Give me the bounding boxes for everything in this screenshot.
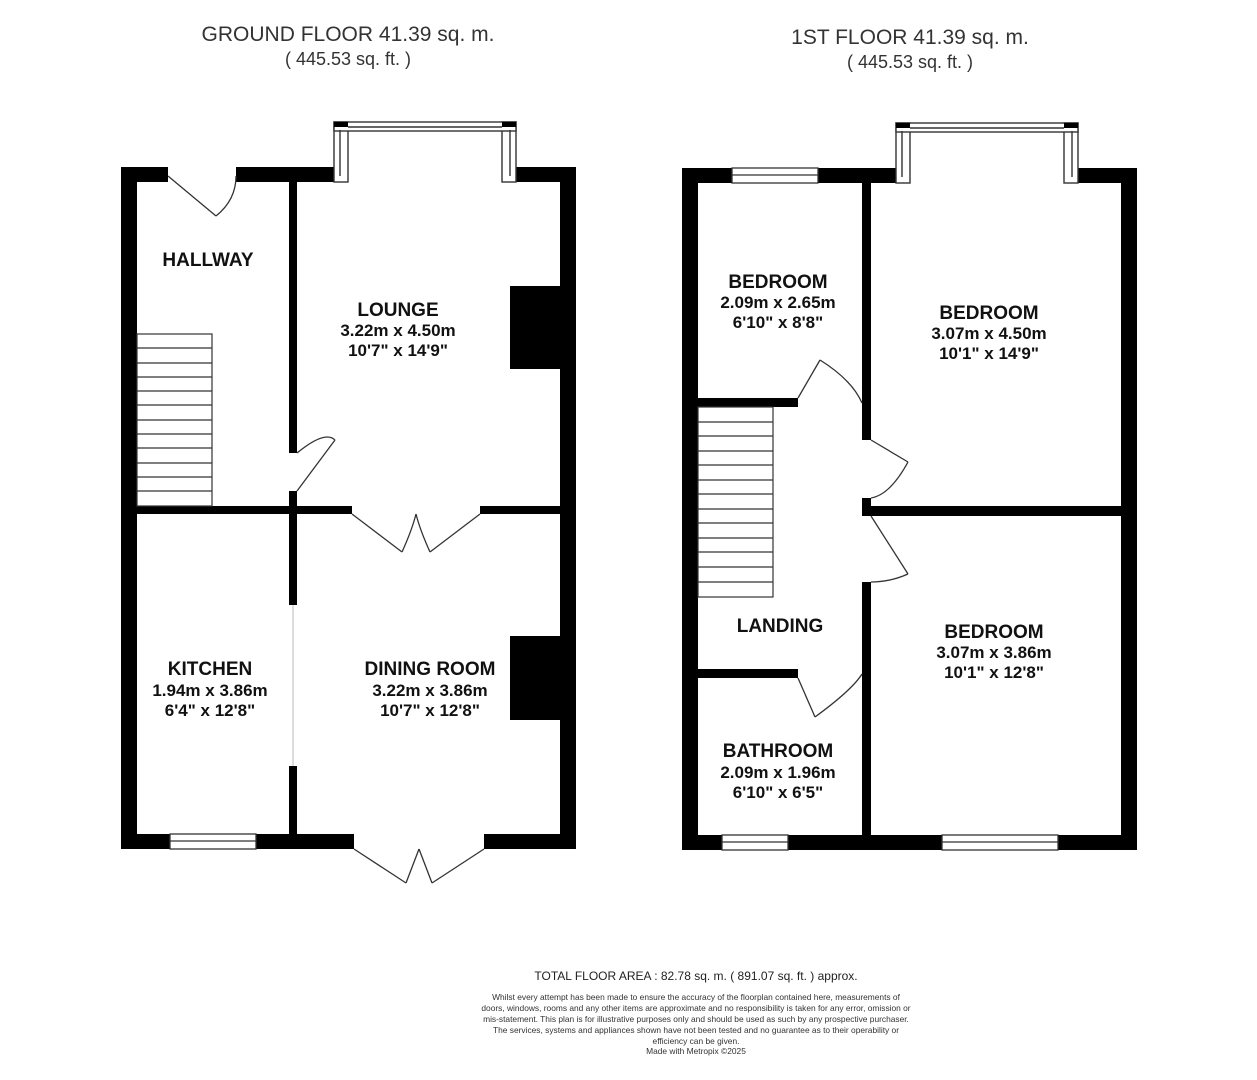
first-floor-area-sqft: ( 445.53 sq. ft. ) [846, 52, 974, 72]
kitchen-window [170, 834, 256, 849]
lounge-metric: 3.22m x 4.50m [340, 321, 456, 340]
disclaimer-text: Whilst every attempt has been made to ensure the accuracy of the floorplan contained here, measurements of doors, windows, rooms and any other items are approximate and no responsibility is taken for any error, omission or mis-statement. This plan is for illustrative purposes only and should be used as such by any prospective purchaser. The services, systems and appliances shown have not been tested and no guarantee as to their operability or efficiency can be given. [481, 992, 911, 1046]
kitchen-imperial: 6'4" x 12'8" [164, 701, 256, 720]
first-floor-plan [682, 123, 1137, 850]
bathroom-imperial: 6'10" x 6'5" [732, 783, 824, 802]
kitchen-metric: 1.94m x 3.86m [152, 681, 268, 700]
rear-bedroom-imperial: 10'1" x 12'8" [944, 663, 1044, 682]
small-bedroom-label: BEDROOM [728, 272, 828, 293]
bathroom-label: BATHROOM [722, 741, 834, 762]
lounge-bay-window [334, 122, 516, 182]
small-bedroom-imperial: 6'10" x 8'8" [732, 313, 824, 332]
ground-floor-doors [168, 176, 484, 883]
ground-floor-stairs [137, 334, 212, 506]
lounge-imperial: 10'7" x 14'9" [348, 341, 448, 360]
first-floor-stairs [698, 407, 773, 597]
bathroom-metric: 2.09m x 1.96m [720, 763, 836, 782]
hallway-label: HALLWAY [162, 250, 254, 271]
first-floor-doors [798, 360, 908, 717]
kitchen-label: KITCHEN [167, 659, 253, 680]
rear-bedroom-metric: 3.07m x 3.86m [936, 643, 1052, 662]
front-bedroom-imperial: 10'1" x 14'9" [939, 344, 1039, 363]
dining-room-label: DINING ROOM [364, 659, 496, 680]
landing-label: LANDING [736, 616, 824, 637]
ground-floor-area-sqft: ( 445.53 sq. ft. ) [284, 49, 412, 69]
ground-floor-plan [121, 122, 576, 883]
made-with-credit: Made with Metropix ©2025 [646, 1046, 746, 1056]
total-floor-area: TOTAL FLOOR AREA : 82.78 sq. m. ( 891.07 sq. ft. ) approx. [534, 969, 858, 983]
lounge-label: LOUNGE [357, 300, 439, 321]
small-bedroom-metric: 2.09m x 2.65m [720, 293, 836, 312]
front-bedroom-bay-window [896, 123, 1078, 183]
front-bedroom-label: BEDROOM [939, 303, 1039, 324]
dining-room-metric: 3.22m x 3.86m [372, 681, 488, 700]
front-bedroom-metric: 3.07m x 4.50m [931, 324, 1047, 343]
ground-floor-area: GROUND FLOOR 41.39 sq. m. [201, 23, 495, 46]
rear-bedroom-label: BEDROOM [944, 622, 1044, 643]
dining-room-imperial: 10'7" x 12'8" [380, 701, 480, 720]
first-floor-area: 1ST FLOOR 41.39 sq. m. [791, 26, 1029, 49]
